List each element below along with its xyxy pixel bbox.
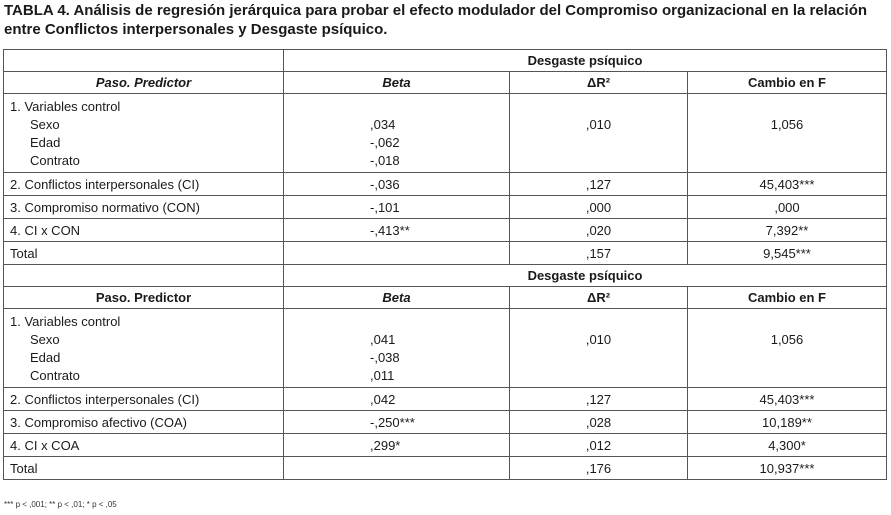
beta-value: -,413** bbox=[284, 219, 510, 242]
header-empty-cell bbox=[4, 265, 284, 287]
header-row-group bbox=[4, 50, 887, 72]
header-delta-r2: ΔR² bbox=[510, 72, 688, 94]
f-value: 10,189** bbox=[688, 411, 887, 434]
group-header: Desgaste psíquico bbox=[284, 50, 887, 72]
dr2-value: ,010 bbox=[585, 117, 612, 132]
header-delta-r2: ΔR² bbox=[510, 287, 688, 309]
table-row bbox=[4, 411, 887, 434]
header-beta: Beta bbox=[284, 287, 510, 309]
beta-value: -,038 bbox=[370, 350, 400, 365]
beta-cell bbox=[284, 309, 510, 388]
predictor-cell bbox=[4, 94, 284, 173]
table-row bbox=[4, 219, 887, 242]
beta-value: ,041 bbox=[370, 332, 396, 347]
var-label: Sexo bbox=[30, 117, 60, 132]
f-value: 4,300* bbox=[688, 434, 887, 457]
table-row bbox=[4, 94, 887, 173]
var-label: Contrato bbox=[30, 368, 80, 383]
dr2-value: ,127 bbox=[510, 173, 688, 196]
table-row bbox=[4, 434, 887, 457]
predictor-cell: 3. Compromiso afectivo (COA) bbox=[4, 411, 284, 434]
header-row-columns bbox=[4, 287, 887, 309]
header-predictor: Paso. Predictor bbox=[4, 287, 284, 309]
predictor-cell: Total bbox=[4, 242, 284, 265]
header-predictor: Paso. Predictor bbox=[4, 72, 284, 94]
table-row-total bbox=[4, 242, 887, 265]
predictor-cell: Total bbox=[4, 457, 284, 480]
f-value: ,000 bbox=[688, 196, 887, 219]
dr2-value: ,028 bbox=[510, 411, 688, 434]
dr2-value: ,176 bbox=[510, 457, 688, 480]
header-f-change: Cambio en F bbox=[688, 287, 887, 309]
beta-value: -,036 bbox=[284, 173, 510, 196]
table-row bbox=[4, 388, 887, 411]
var-label: Sexo bbox=[30, 332, 60, 347]
beta-value: ,299* bbox=[284, 434, 510, 457]
beta-value: ,011 bbox=[370, 368, 395, 383]
beta-value: -,101 bbox=[284, 196, 510, 219]
predictor-cell bbox=[4, 309, 284, 388]
var-label: Edad bbox=[30, 135, 61, 150]
dr2-value: ,157 bbox=[510, 242, 688, 265]
beta-value: -,018 bbox=[370, 153, 400, 168]
footnote: *** p < ,001; ** p < ,01; * p < ,05 bbox=[4, 500, 117, 509]
f-cell bbox=[688, 94, 887, 173]
f-value: 45,403*** bbox=[688, 388, 887, 411]
header-f-change: Cambio en F bbox=[688, 72, 887, 94]
table-caption: Análisis de regresión jerárquica para probar el efecto modulador del Compromiso organizacional en la relación entre Conflictos interpersonales y Desgaste psíquico. bbox=[4, 2, 868, 38]
beta-value: ,034 bbox=[370, 117, 396, 132]
header-beta: Beta bbox=[284, 72, 510, 94]
predictor-cell: 4. CI x COA bbox=[4, 434, 284, 457]
dr2-value: ,010 bbox=[585, 332, 612, 347]
var-label: Edad bbox=[30, 350, 61, 365]
table-number: TABLA 4. bbox=[4, 2, 70, 19]
f-value: 45,403*** bbox=[688, 173, 887, 196]
header-row-columns bbox=[4, 72, 887, 94]
beta-value: -,250*** bbox=[284, 411, 510, 434]
f-value: 1,056 bbox=[770, 117, 804, 132]
predictor-cell: 3. Compromiso normativo (CON) bbox=[4, 196, 284, 219]
dr2-value: ,127 bbox=[510, 388, 688, 411]
beta-cell bbox=[284, 94, 510, 173]
regression-table bbox=[3, 49, 887, 480]
f-value: 1,056 bbox=[770, 332, 804, 347]
step-label: 1. Variables control bbox=[10, 99, 121, 114]
f-value: 9,545*** bbox=[688, 242, 887, 265]
predictor-cell: 2. Conflictos interpersonales (CI) bbox=[4, 173, 284, 196]
step-label: 1. Variables control bbox=[10, 314, 121, 329]
table-row bbox=[4, 196, 887, 219]
var-label: Contrato bbox=[30, 153, 80, 168]
table-row bbox=[4, 309, 887, 388]
beta-value: -,062 bbox=[370, 135, 400, 150]
dr2-value: ,012 bbox=[510, 434, 688, 457]
beta-value bbox=[284, 457, 510, 480]
header-empty-cell bbox=[4, 50, 284, 72]
dr2-cell bbox=[510, 309, 688, 388]
beta-value: ,042 bbox=[284, 388, 510, 411]
table-row-total bbox=[4, 457, 887, 480]
f-cell bbox=[688, 309, 887, 388]
dr2-cell bbox=[510, 94, 688, 173]
f-value: 7,392** bbox=[688, 219, 887, 242]
beta-value bbox=[284, 242, 510, 265]
predictor-cell: 2. Conflictos interpersonales (CI) bbox=[4, 388, 284, 411]
table-row bbox=[4, 173, 887, 196]
f-value: 10,937*** bbox=[688, 457, 887, 480]
dr2-value: ,020 bbox=[510, 219, 688, 242]
table-title bbox=[4, 1, 884, 39]
predictor-cell: 4. CI x CON bbox=[4, 219, 284, 242]
group-header: Desgaste psíquico bbox=[284, 265, 887, 287]
dr2-value: ,000 bbox=[510, 196, 688, 219]
header-row-group bbox=[4, 265, 887, 287]
